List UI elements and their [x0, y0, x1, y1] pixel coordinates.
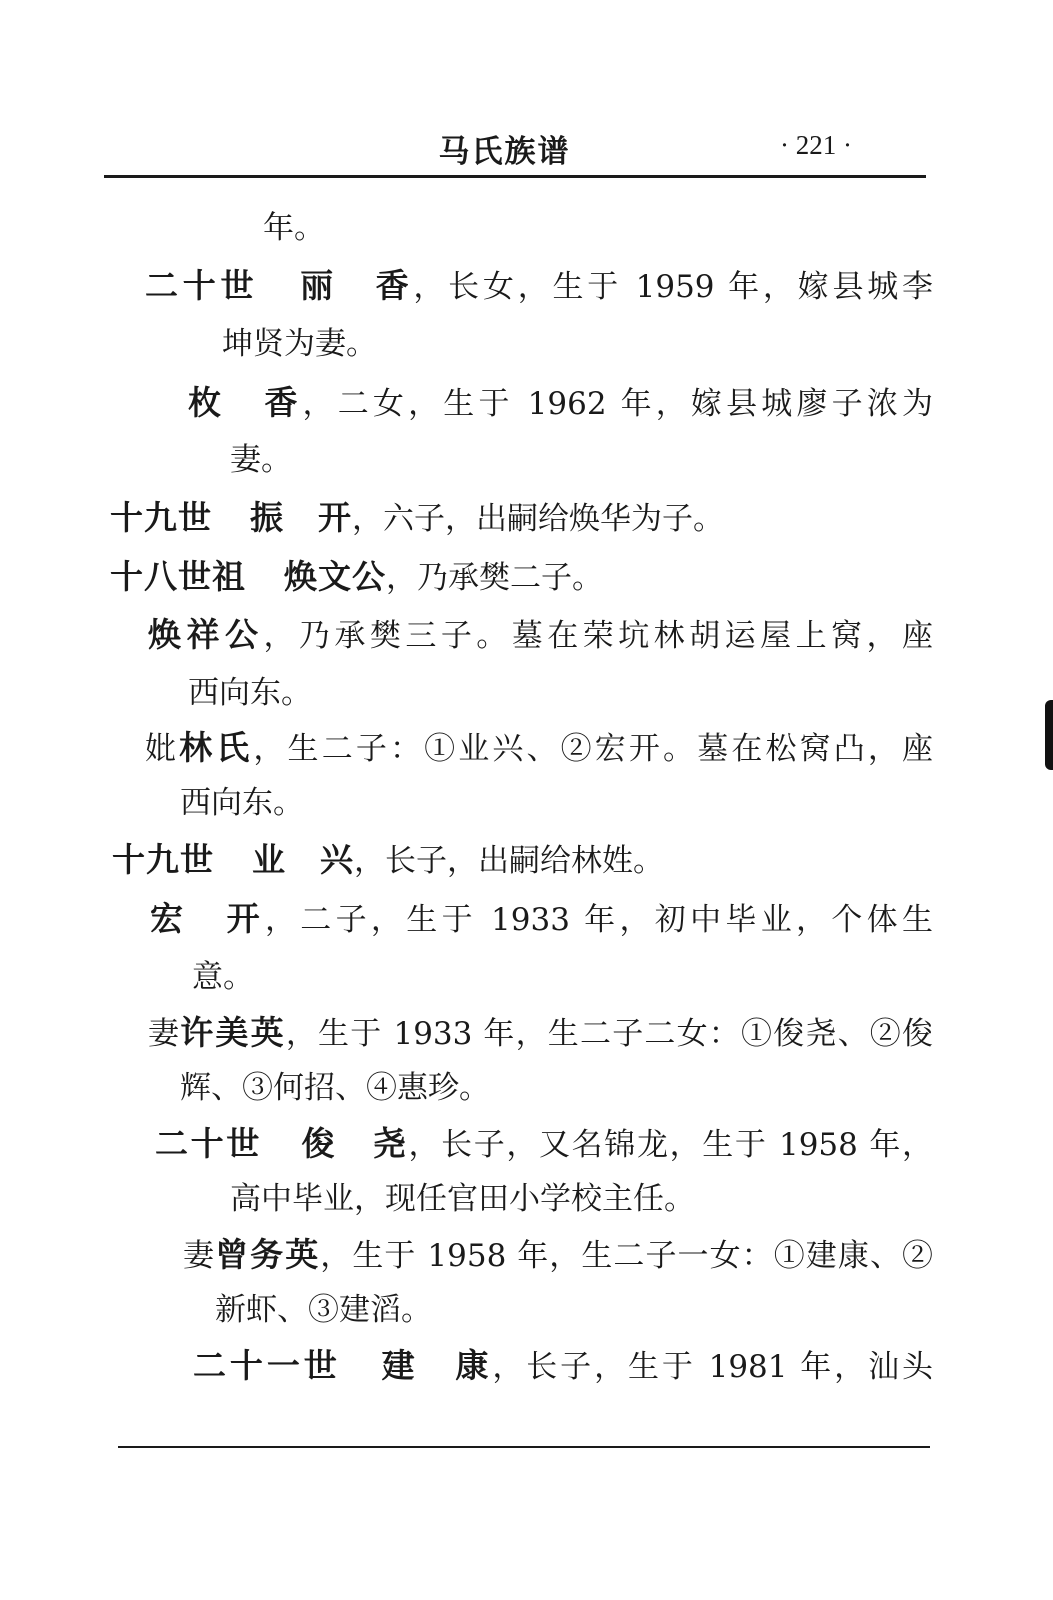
page-number: · 221 · [780, 130, 852, 160]
entry-text: ，长子，出嗣给林姓。 [354, 843, 664, 879]
entry-text: ，乃承樊三子。墓在荣坑林胡运屋上窝，座 [263, 618, 934, 654]
text-line [180, 1068, 933, 1108]
generation-label: 十九世 [112, 840, 214, 879]
genealogy-entry [110, 557, 933, 598]
text-line [230, 440, 933, 480]
relation-prefix: 妻 [183, 1238, 216, 1274]
entry-text: 坤贤为妻。 [222, 326, 377, 362]
spouse-name: 林氏 [179, 728, 254, 767]
entry-text: 辉、③何招、④惠珍。 [180, 1070, 490, 1106]
person-name: 业 兴 [252, 840, 354, 879]
spouse-name: 曾务英 [215, 1235, 321, 1274]
book-title: 马氏族谱 [438, 134, 571, 170]
person-name: 俊 尧 [299, 1124, 409, 1163]
text-line [215, 1290, 933, 1330]
entry-text: ，长女，生于 1959 年，嫁县城李 [413, 269, 933, 305]
genealogy-entry [155, 1124, 933, 1165]
genealogy-entry [110, 498, 933, 539]
text-line [180, 783, 933, 823]
entry-text: ，长子，又名锦龙，生于 1958 年， [408, 1127, 934, 1163]
spouse-name: 许美英 [180, 1013, 286, 1052]
relation-prefix: 妣 [145, 731, 180, 767]
entry-text: 妻。 [230, 442, 292, 478]
entry-text: ，生二子：①业兴、②宏开。墓在松窝凸，座 [253, 731, 934, 767]
footer-rule [118, 1446, 930, 1448]
spouse-entry [183, 1235, 933, 1276]
text-line [230, 1179, 933, 1219]
genealogy-entry [188, 383, 933, 424]
genealogy-entry [150, 899, 933, 940]
generation-label: 二十世 [145, 266, 259, 305]
entry-text: ，长子，生于 1981 年，汕头 [492, 1349, 934, 1385]
person-name: 宏 开 [150, 899, 265, 938]
text-line [263, 208, 933, 248]
person-name: 振 开 [250, 498, 352, 537]
person-name: 枚 香 [188, 383, 303, 422]
person-name: 焕文公 [284, 557, 386, 596]
genealogy-entry [193, 1346, 933, 1387]
entry-text: ，生于 1933 年，生二子二女：①俊尧、②俊 [285, 1016, 934, 1052]
spouse-entry [145, 728, 933, 769]
person-name: 焕祥公 [148, 615, 264, 654]
generation-label: 二十世 [155, 1124, 262, 1163]
header-rule [104, 175, 926, 178]
text-line [222, 324, 933, 364]
entry-text: 西向东。 [188, 675, 312, 711]
generation-label: 十九世 [110, 498, 212, 537]
entry-text: 高中毕业，现任官田小学校主任。 [230, 1181, 695, 1217]
page-edge-mark [1045, 700, 1053, 770]
person-name: 丽 香 [296, 266, 414, 305]
text-line [188, 673, 933, 713]
text-line [192, 957, 933, 997]
person-name: 建 康 [378, 1346, 493, 1385]
genealogy-entry [112, 840, 933, 881]
genealogy-entry [145, 266, 933, 307]
entry-text: ，乃承樊二子。 [386, 560, 603, 596]
relation-prefix: 妻 [148, 1016, 181, 1052]
entry-text: ，六子，出嗣给焕华为子。 [352, 501, 724, 537]
entry-text: 西向东。 [180, 785, 304, 821]
entry-text: ，二女，生于 1962 年，嫁县城廖子浓为 [302, 386, 934, 422]
entry-text: 新虾、③建滔。 [215, 1292, 432, 1328]
generation-label: 十八世祖 [110, 557, 246, 596]
entry-text: 年。 [263, 210, 325, 246]
entry-text: ，生于 1958 年，生二子一女：①建康、② [320, 1238, 934, 1274]
entry-text: ，二子，生于 1933 年，初中毕业，个体生 [264, 902, 933, 938]
spouse-entry [148, 1013, 933, 1054]
generation-label: 二十一世 [193, 1346, 341, 1385]
genealogy-entry [148, 615, 933, 656]
entry-text: 意。 [192, 959, 254, 995]
